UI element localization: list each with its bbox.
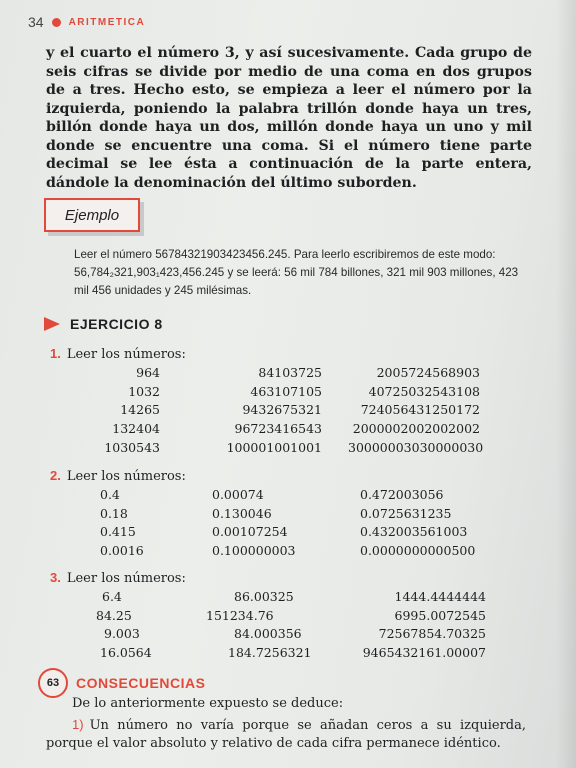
number-item: 9465432161.00007 — [362, 645, 486, 661]
item-number: 1) — [72, 717, 84, 732]
exercise-1-col-2 — [200, 364, 322, 458]
exercise-1-col-3 — [348, 364, 484, 458]
number-item: 1030543 — [104, 439, 160, 455]
number-item: 6995.0072545 — [394, 607, 486, 623]
page-header — [28, 14, 145, 30]
exercise-3-col-2 — [202, 588, 332, 663]
ejemplo-label: Ejemplo — [64, 206, 120, 224]
number-item: 964 — [136, 365, 160, 380]
exercise-instruction: Leer los números: — [66, 571, 186, 586]
exercise-1-col-1 — [98, 364, 160, 458]
exercise-1-label — [50, 346, 186, 362]
consecuencias-heading — [38, 668, 205, 698]
number-item: 0.0016 — [100, 543, 144, 559]
exercise-2-col-1 — [100, 486, 180, 561]
number-item: 1444.4444444 — [394, 589, 486, 604]
number-item: 0.00074 — [212, 487, 264, 502]
consecuencias-item — [46, 716, 526, 753]
number-item: 0.4 — [100, 487, 120, 502]
number-item: 30000003030000030 — [348, 439, 484, 455]
number-item: 0.100000003 — [212, 543, 296, 559]
exercise-2-col-3 — [360, 486, 490, 561]
number-item: 16.0564 — [100, 645, 152, 661]
exercise-3-col-3 — [350, 588, 486, 663]
number-item: 1032 — [128, 383, 160, 399]
number-item: 9432675321 — [242, 402, 322, 418]
number-item: 0.130046 — [212, 505, 272, 521]
number-item: 0.00107254 — [212, 524, 288, 540]
number-item: 84.25 — [96, 607, 132, 623]
number-item: 0.0725631235 — [360, 505, 452, 521]
number-item: 14265 — [120, 402, 160, 418]
exercise-instruction: Leer los números: — [66, 469, 186, 484]
section-title: ARITMETICA — [68, 16, 146, 28]
number-item: 9.003 — [104, 626, 140, 642]
exercise-number: 2. — [50, 468, 61, 483]
number-item: 86.00325 — [234, 589, 294, 604]
arrow-right-icon — [44, 317, 60, 331]
number-item: 6.4 — [102, 589, 122, 604]
number-item: 2005724568903 — [376, 365, 480, 380]
exercise-number: 3. — [50, 570, 61, 585]
body-paragraph: y el cuarto el número 3, y así sucesivamente. Cada grupo de seis cifras se divide por medio de una coma en dos grupos de a tres. Hecho esto, se empieza a leer el número por la izquierda, poniendo la palabra trillón donde haya un tres, billón donde haya un dos, millón donde haya un uno y mil donde se encuentre una coma. Si el número tiene parte decimal se lee ésta a continuación de la parte entera, dándole la denominación del último suborden. — [46, 45, 532, 191]
number-item: 96723416543 — [234, 421, 322, 437]
number-item: 72567854.70325 — [378, 626, 486, 642]
ejemplo-text: Leer el número 56784321903423456.245. Para leerlo escribiremos de este modo: 56,784₂321,903₁423,456.245 y se leerá: 56 mil 784 billones, 321 mil 903 millones, 423 mil 456 unidades y 245 milésimas. — [74, 248, 519, 297]
item-text: Un número no varía porque se añadan ceros a su izquierda, porque el valor absoluto y relativo de cada cifra permanece idéntico. — [46, 718, 526, 751]
section-number-badge: 63 — [38, 668, 68, 698]
number-item: 100001001001 — [226, 439, 322, 455]
number-item: 0.0000000000500 — [360, 543, 476, 559]
number-item: 40725032543108 — [368, 383, 480, 399]
exercise-3-col-1 — [96, 588, 176, 663]
exercise-instruction: Leer los números: — [66, 347, 186, 362]
exercise-number: 1. — [50, 346, 61, 361]
exercise-2-label — [50, 468, 186, 484]
exercise-2-col-2 — [212, 486, 322, 561]
number-item: 84103725 — [258, 365, 322, 380]
page-gutter-shadow — [556, 0, 576, 768]
number-item: 84.000356 — [234, 626, 302, 642]
number-item: 0.432003561003 — [360, 524, 468, 540]
ejercicio-heading — [44, 316, 163, 332]
number-item: 0.472003056 — [360, 487, 444, 502]
number-item: 724056431250172 — [360, 402, 480, 418]
number-item: 0.415 — [100, 524, 136, 540]
red-dot-icon — [52, 18, 61, 27]
number-item: 151234.76 — [206, 607, 274, 623]
ejemplo-box — [44, 198, 140, 232]
number-item: 184.7256321 — [228, 645, 312, 661]
number-item: 2000002002002002 — [352, 421, 480, 437]
number-item: 132404 — [112, 421, 160, 437]
page-number: 34 — [28, 14, 44, 30]
number-item: 0.18 — [100, 505, 128, 521]
exercise-3-label — [50, 570, 186, 586]
consecuencias-intro: De lo anteriormente expuesto se deduce: — [72, 696, 344, 711]
consecuencias-title: CONSECUENCIAS — [76, 675, 206, 691]
number-item: 463107105 — [250, 383, 322, 399]
ejercicio-title: EJERCICIO 8 — [70, 316, 163, 332]
